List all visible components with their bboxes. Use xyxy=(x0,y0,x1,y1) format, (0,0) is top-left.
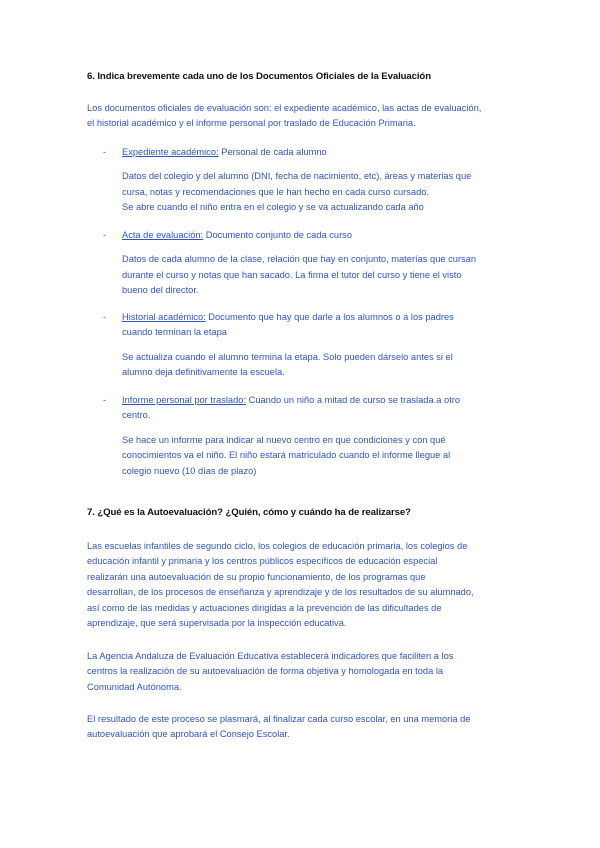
item-detail xyxy=(122,252,503,298)
item-detail xyxy=(122,169,503,215)
term-description-cont: cuando terminan la etapa xyxy=(122,327,227,338)
paragraph-line: Las escuelas infantiles de segundo ciclo, los colegios de educación primaria, los colegios de xyxy=(87,541,468,551)
list-dash: - xyxy=(103,147,107,157)
term-description: Cuando un niño a mitad de curso se traslada a otro xyxy=(246,395,460,405)
term-description: Documento conjunto de cada curso xyxy=(203,230,352,240)
term-historial: Historial académico: xyxy=(122,312,206,322)
question-7-paragraph-3 xyxy=(87,712,527,743)
question-6-heading: 6. Indica brevemente cada uno de los Documentos Oficiales de la Evaluación xyxy=(87,71,431,82)
list-item-informe xyxy=(103,393,503,479)
paragraph-line: desarrollan, de los procesos de enseñanza y aprendizaje y de los resultados de su alumnado, xyxy=(87,587,474,598)
detail-line: colegio nuevo (10 días de plazo) xyxy=(122,465,257,476)
intro-line: el historial académico y el informe personal por traslado de Educación Primaria. xyxy=(87,118,416,129)
detail-line: Se abre cuando el niño entra en el colegio y se va actualizando cada año xyxy=(122,202,424,213)
term-description: Documento que hay que darle a los alumnos o a los padres xyxy=(205,312,454,322)
paragraph-line: así como de las medidas y actuaciones dirigidas a la prevención de las dificultades de xyxy=(87,602,442,613)
list-item-acta xyxy=(103,228,503,299)
detail-line: cursa, notas y recomendaciones que le han hecho en cada curso cursado. xyxy=(122,186,429,197)
detail-line: Se hace un informe para indicar al nuevo centro en que condiciones y con qué xyxy=(122,434,446,445)
detail-line: conocimientos va el niño. El niño estará matriculado cuando el informe llegue al xyxy=(122,450,451,461)
list-dash: - xyxy=(103,312,107,322)
list-item-expediente xyxy=(103,145,503,216)
list-item-historial xyxy=(103,310,503,381)
paragraph-line: La Agencia Andaluza de Evaluación Educativa establecerá indicadores que faciliten a los xyxy=(87,651,454,661)
item-detail xyxy=(122,433,503,479)
paragraph-line: centros la realización de su autoevaluación de forma objetiva y homologada en toda la xyxy=(87,666,444,677)
paragraph-line: autoevaluación que aprobará el Consejo Escolar. xyxy=(87,729,290,740)
question-7-paragraph-2 xyxy=(87,649,527,695)
term-description: Personal de cada alumno xyxy=(218,147,327,157)
question-6-intro xyxy=(87,101,527,132)
paragraph-line: realizarán una autoevaluación de su propio funcionamiento, de los programas que xyxy=(87,571,426,582)
paragraph-line: Comunidad Autónoma. xyxy=(87,681,182,692)
list-dash: - xyxy=(103,230,107,240)
term-acta: Acta de evaluación: xyxy=(122,230,204,240)
paragraph-line: educación infantil y primaria y los centros públicos específicos de educación especial xyxy=(87,556,438,567)
list-dash: - xyxy=(103,395,107,405)
term-expediente: Expediente académico: xyxy=(122,147,219,157)
detail-line: Se actualiza cuando el alumno termina la etapa. Solo pueden dárselo antes si el xyxy=(122,351,453,362)
detail-line: alumno deja definitivamente la escuela. xyxy=(122,367,285,378)
question-7-heading: 7. ¿Qué es la Autoevaluación? ¿Quién, cómo y cuándo ha de realizarse? xyxy=(87,507,411,518)
term-description-cont: centro. xyxy=(122,410,151,421)
detail-line: bueno del director. xyxy=(122,285,199,296)
detail-line: durante el curso y notas que han sacado. La firma el tutor del curso y tiene el visto xyxy=(122,269,462,280)
detail-line: Datos de cada alumno de la clase, relación que hay en conjunto, materías que cursan xyxy=(122,254,477,265)
question-7-paragraph-1 xyxy=(87,539,527,631)
detail-line: Datos del colegio y del alumno (DNI, fecha de nacimiento, etc), áreas y materias que xyxy=(122,171,472,182)
term-informe: Informe personal por traslado: xyxy=(122,395,247,405)
intro-line: Los documentos oficiales de evaluación son: el expediente académico, las actas de evaluación, xyxy=(87,103,482,113)
item-detail xyxy=(122,350,503,381)
paragraph-line: El resultado de este proceso se plasmará, al finalizar cada curso escolar, en una memoria de xyxy=(87,714,471,724)
paragraph-line: aprendizaje, que será supervisada por la inspección educativa. xyxy=(87,618,347,629)
